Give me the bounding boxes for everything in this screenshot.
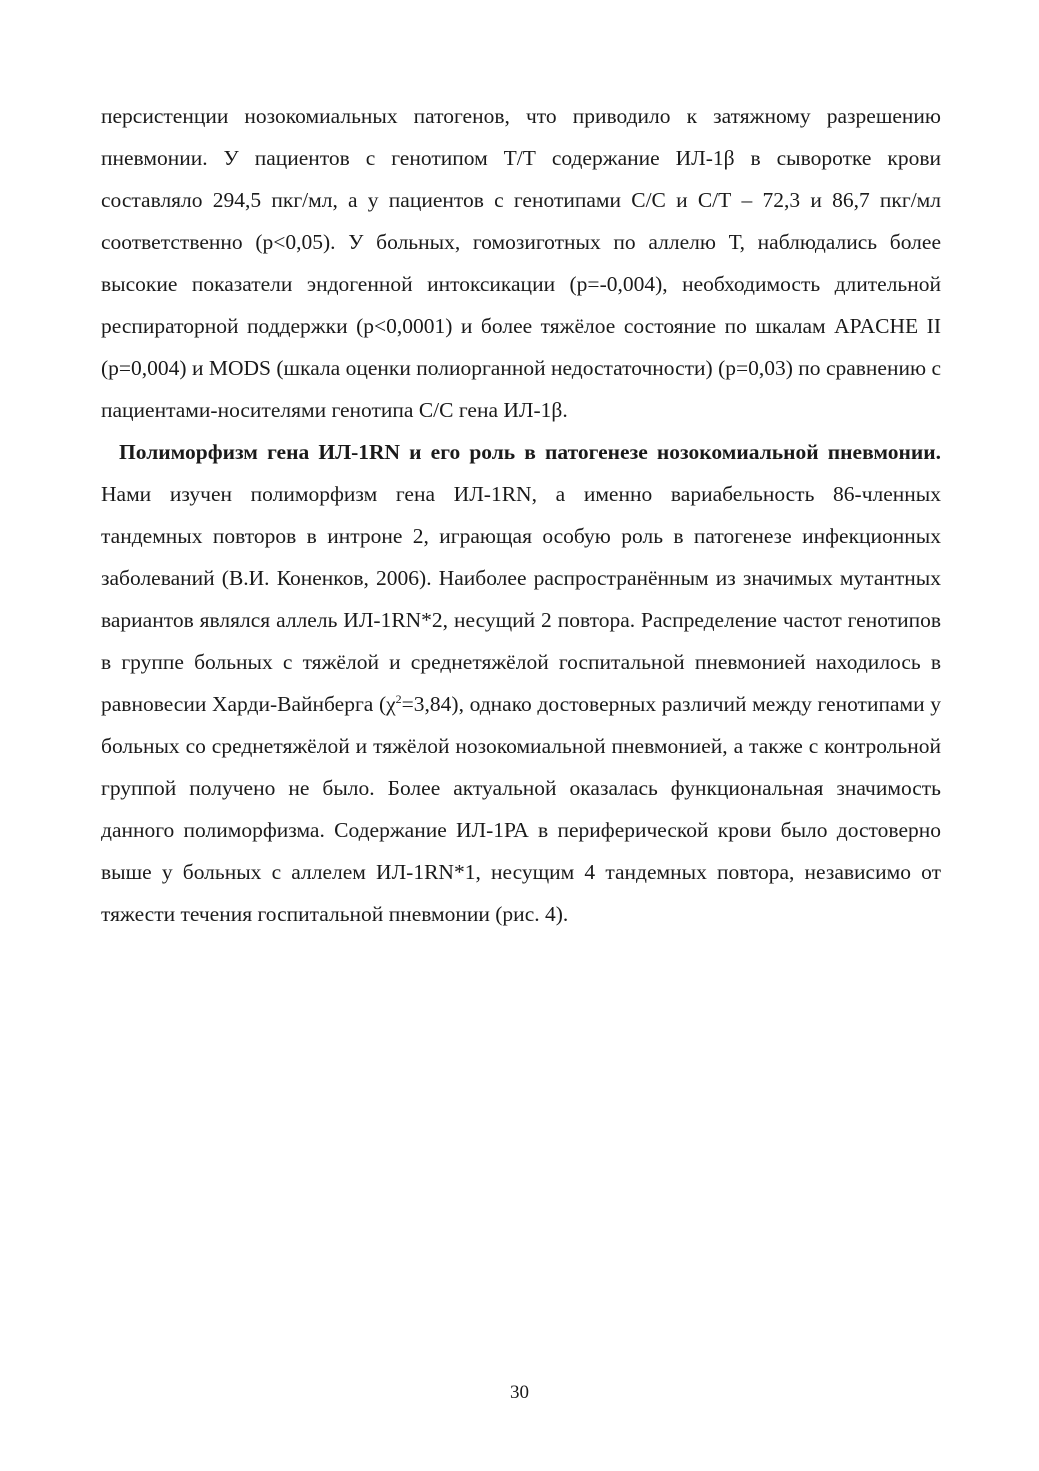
paragraph-text-part-1: Нами изучен полиморфизм гена ИЛ-1RN, а именно вариабельность 86-членных тандемных повторов в интроне 2, играющая особую роль в патогенезе инфекционных заболеваний (В.И. Коненков, 2006). Наиболее распространённым из значимых мутантных вариантов являлся аллель ИЛ-1RN*2, несущий 2 повтора. Распределение частот генотипов в группе больных с тяжёлой и среднетяжёлой госпитальной пневмонией находилось в равновесии Харди-Вайнберга ( [101, 482, 941, 716]
paragraph-continuation: персистенции нозокомиальных патогенов, что приводило к затяжному разрешению пневмонии. У пациентов с генотипом Т/Т содержание ИЛ-1β в сыворотке крови составляло 294,5 пкг/мл, а у пациентов с генотипами С/С и С/Т – 72,3 и 86,7 пкг/мл соответственно (р<0,05). У больных, гомозиготных по аллелю Т, наблюдались более высокие показатели эндогенной интоксикации (р=-0,004), необходимость длительной респираторной поддержки (р<0,0001) и более тяжёлое состояние по шкалам APACHE II (р=0,004) и MODS (шкала оценки полиорганной недостаточности) (р=0,03) по сравнению с пациентами-носителями генотипа С/С гена ИЛ-1β. [101, 104, 941, 422]
paragraph-il1rn [101, 431, 941, 935]
chi-exponent: 2 [395, 692, 402, 706]
page-number: 30 [510, 1382, 529, 1403]
body-text [101, 95, 941, 935]
chi-symbol: χ [386, 692, 396, 716]
section-heading: Полиморфизм гена ИЛ-1RN и его роль в патогенезе нозокомиальной пневмонии. [119, 440, 941, 464]
paragraph-text-part-2: =3,84), однако достоверных различий между генотипами у больных со среднетяжёлой и тяжёлой нозокомиальной пневмонией, а также с контрольной группой получено не было. Более актуальной оказалась функциональная значимость данного полиморфизма. Содержание ИЛ-1РА в периферической крови было достоверно выше у больных с аллелем ИЛ-1RN*1, несущим 4 тандемных повтора, независимо от тяжести течения госпитальной пневмонии (рис. 4). [101, 692, 941, 926]
